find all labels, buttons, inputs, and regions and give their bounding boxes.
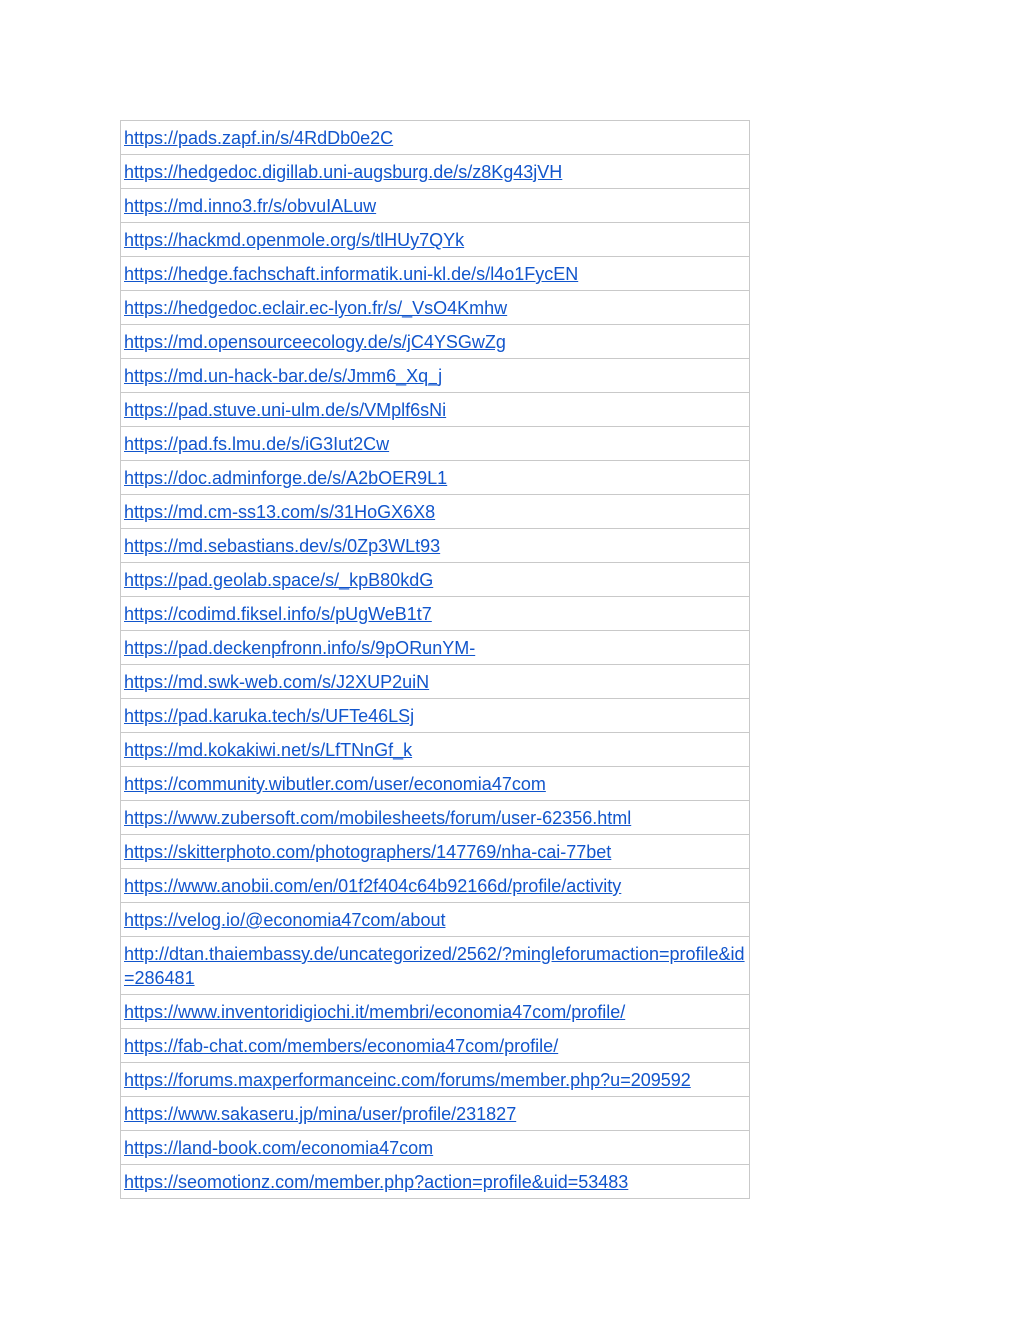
table-cell xyxy=(121,995,750,1029)
table-row xyxy=(121,359,750,393)
table-cell xyxy=(121,325,750,359)
link-5[interactable]: https://hedge.fachschaft.informatik.uni-kl.de/s/l4o1FycEN xyxy=(124,264,579,284)
link-21[interactable]: https://www.zubersoft.com/mobilesheets/forum/user-62356.html xyxy=(124,808,632,828)
table-cell xyxy=(121,461,750,495)
table-row xyxy=(121,325,750,359)
table-cell xyxy=(121,291,750,325)
link-4[interactable]: https://hackmd.openmole.org/s/tlHUy7QYk xyxy=(124,230,465,250)
link-29[interactable]: https://www.sakaseru.jp/mina/user/profile/231827 xyxy=(124,1104,517,1124)
table-cell xyxy=(121,155,750,189)
link-15[interactable]: https://codimd.fiksel.info/s/pUgWeB1t7 xyxy=(124,604,432,624)
table-row xyxy=(121,189,750,223)
link-6[interactable]: https://hedgedoc.eclair.ec-lyon.fr/s/_VsO4Kmhw xyxy=(124,298,508,318)
table-cell xyxy=(121,937,750,995)
table-cell xyxy=(121,257,750,291)
table-row xyxy=(121,937,750,995)
table-cell xyxy=(121,1131,750,1165)
link-25[interactable]: http://dtan.thaiembassy.de/uncategorized/2562/?mingleforumaction=profile&id=286481 xyxy=(124,944,745,988)
table-cell xyxy=(121,529,750,563)
link-9[interactable]: https://pad.stuve.uni-ulm.de/s/VMplf6sNi xyxy=(124,400,447,420)
link-8[interactable]: https://md.un-hack-bar.de/s/Jmm6_Xq_j xyxy=(124,366,443,386)
table-row xyxy=(121,393,750,427)
table-row xyxy=(121,1063,750,1097)
table-row xyxy=(121,631,750,665)
table-row xyxy=(121,1131,750,1165)
link-11[interactable]: https://doc.adminforge.de/s/A2bOER9L1 xyxy=(124,468,448,488)
table-row xyxy=(121,155,750,189)
link-22[interactable]: https://skitterphoto.com/photographers/147769/nha-cai-77bet xyxy=(124,842,612,862)
table-cell xyxy=(121,223,750,257)
table-cell xyxy=(121,869,750,903)
table-row xyxy=(121,767,750,801)
table-row xyxy=(121,1097,750,1131)
link-28[interactable]: https://forums.maxperformanceinc.com/forums/member.php?u=209592 xyxy=(124,1070,691,1090)
table-row xyxy=(121,835,750,869)
link-23[interactable]: https://www.anobii.com/en/01f2f404c64b92166d/profile/activity xyxy=(124,876,622,896)
table-row xyxy=(121,801,750,835)
table-cell xyxy=(121,393,750,427)
link-24[interactable]: https://velog.io/@economia47com/about xyxy=(124,910,446,930)
table-cell xyxy=(121,631,750,665)
link-7[interactable]: https://md.opensourceecology.de/s/jC4YSGwZg xyxy=(124,332,506,352)
table-row xyxy=(121,597,750,631)
table-cell xyxy=(121,1165,750,1199)
link-26[interactable]: https://www.inventoridigiochi.it/membri/economia47com/profile/ xyxy=(124,1002,626,1022)
table-cell xyxy=(121,767,750,801)
link-13[interactable]: https://md.sebastians.dev/s/0Zp3WLt93 xyxy=(124,536,441,556)
table-cell xyxy=(121,359,750,393)
table-row xyxy=(121,427,750,461)
link-30[interactable]: https://land-book.com/economia47com xyxy=(124,1138,434,1158)
table-row xyxy=(121,563,750,597)
links-table-body xyxy=(121,121,750,1199)
link-1[interactable]: https://pads.zapf.in/s/4RdDb0e2C xyxy=(124,128,394,148)
table-row xyxy=(121,1029,750,1063)
link-18[interactable]: https://pad.karuka.tech/s/UFTe46LSj xyxy=(124,706,415,726)
table-row xyxy=(121,121,750,155)
link-17[interactable]: https://md.swk-web.com/s/J2XUP2uiN xyxy=(124,672,430,692)
table-cell xyxy=(121,1029,750,1063)
link-12[interactable]: https://md.cm-ss13.com/s/31HoGX6X8 xyxy=(124,502,436,522)
link-3[interactable]: https://md.inno3.fr/s/obvuIALuw xyxy=(124,196,377,216)
table-row xyxy=(121,257,750,291)
table-row xyxy=(121,223,750,257)
table-row xyxy=(121,699,750,733)
link-14[interactable]: https://pad.geolab.space/s/_kpB80kdG xyxy=(124,570,434,590)
table-cell xyxy=(121,495,750,529)
table-cell xyxy=(121,665,750,699)
table-row xyxy=(121,529,750,563)
table-cell xyxy=(121,189,750,223)
table-cell xyxy=(121,699,750,733)
table-row xyxy=(121,665,750,699)
table-row xyxy=(121,995,750,1029)
link-2[interactable]: https://hedgedoc.digillab.uni-augsburg.de/s/z8Kg43jVH xyxy=(124,162,563,182)
table-row xyxy=(121,1165,750,1199)
link-27[interactable]: https://fab-chat.com/members/economia47com/profile/ xyxy=(124,1036,559,1056)
table-cell xyxy=(121,835,750,869)
table-cell xyxy=(121,801,750,835)
table-row xyxy=(121,495,750,529)
links-table xyxy=(120,120,750,1199)
table-cell xyxy=(121,597,750,631)
link-10[interactable]: https://pad.fs.lmu.de/s/iG3Iut2Cw xyxy=(124,434,390,454)
table-row xyxy=(121,869,750,903)
table-cell xyxy=(121,427,750,461)
table-cell xyxy=(121,903,750,937)
table-cell xyxy=(121,121,750,155)
table-cell xyxy=(121,1063,750,1097)
table-row xyxy=(121,461,750,495)
table-cell xyxy=(121,733,750,767)
link-20[interactable]: https://community.wibutler.com/user/economia47com xyxy=(124,774,546,794)
table-row xyxy=(121,903,750,937)
link-16[interactable]: https://pad.deckenpfronn.info/s/9pORunYM- xyxy=(124,638,476,658)
link-31[interactable]: https://seomotionz.com/member.php?action=profile&uid=53483 xyxy=(124,1172,629,1192)
table-row xyxy=(121,733,750,767)
table-row xyxy=(121,291,750,325)
link-19[interactable]: https://md.kokakiwi.net/s/LfTNnGf_k xyxy=(124,740,413,760)
table-cell xyxy=(121,563,750,597)
table-cell xyxy=(121,1097,750,1131)
